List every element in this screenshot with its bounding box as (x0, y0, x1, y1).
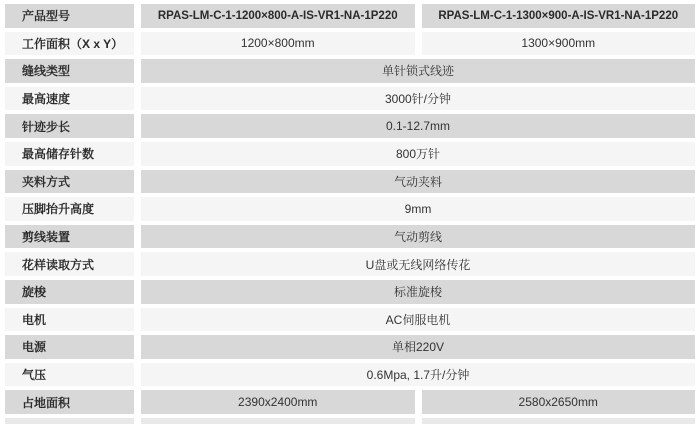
row-value: 气动夹料 (141, 170, 695, 194)
partial-row-value-cell (141, 418, 415, 424)
table-row (5, 197, 695, 221)
row-value: 1200×800mm (141, 32, 415, 56)
table-row (5, 4, 695, 28)
row-label: 工作面积（X x Y） (5, 32, 134, 56)
table-row (5, 59, 695, 83)
row-value: U盘或无线网络传花 (141, 252, 695, 276)
row-label: 花样读取方式 (5, 252, 134, 276)
row-value: 0.1-12.7mm (141, 114, 695, 138)
row-value: 单针锁式线迹 (141, 59, 695, 83)
row-value: RPAS-LM-C-1-1300×900-A-IS-VR1-NA-1P220 (422, 4, 696, 28)
row-label: 缝线类型 (5, 59, 134, 83)
row-label: 占地面积 (5, 390, 134, 414)
partial-row-value-cell (422, 418, 696, 424)
row-label: 电机 (5, 308, 134, 332)
table-row (5, 280, 695, 304)
row-value: 800万针 (141, 142, 695, 166)
table-row (5, 114, 695, 138)
table-row (5, 335, 695, 359)
row-label: 产品型号 (5, 4, 134, 28)
row-label: 夹料方式 (5, 170, 134, 194)
partial-row (5, 418, 695, 424)
table-row (5, 32, 695, 56)
row-value: 气动剪线 (141, 225, 695, 249)
row-value: 0.6Mpa, 1.7升/分钟 (141, 363, 695, 387)
spec-table (5, 4, 695, 414)
row-label: 压脚抬升高度 (5, 197, 134, 221)
row-value: 3000针/分钟 (141, 87, 695, 111)
row-label: 最高储存针数 (5, 142, 134, 166)
row-label: 剪线装置 (5, 225, 134, 249)
table-row (5, 308, 695, 332)
table-row (5, 142, 695, 166)
row-value: 单相220V (141, 335, 695, 359)
row-value: 标准旋梭 (141, 280, 695, 304)
row-label: 旋梭 (5, 280, 134, 304)
row-label: 针迹步长 (5, 114, 134, 138)
row-value: 2580x2650mm (422, 390, 696, 414)
table-row (5, 390, 695, 414)
partial-row-label-cell (5, 418, 134, 424)
row-value: 2390x2400mm (141, 390, 415, 414)
table-row (5, 252, 695, 276)
table-row (5, 363, 695, 387)
row-label: 气压 (5, 363, 134, 387)
row-value: 1300×900mm (422, 32, 696, 56)
table-row (5, 170, 695, 194)
row-value: RPAS-LM-C-1-1200×800-A-IS-VR1-NA-1P220 (141, 4, 415, 28)
row-value: 9mm (141, 197, 695, 221)
row-value: AC伺服电机 (141, 308, 695, 332)
row-label: 电源 (5, 335, 134, 359)
row-label: 最高速度 (5, 87, 134, 111)
table-row (5, 225, 695, 249)
table-row (5, 87, 695, 111)
